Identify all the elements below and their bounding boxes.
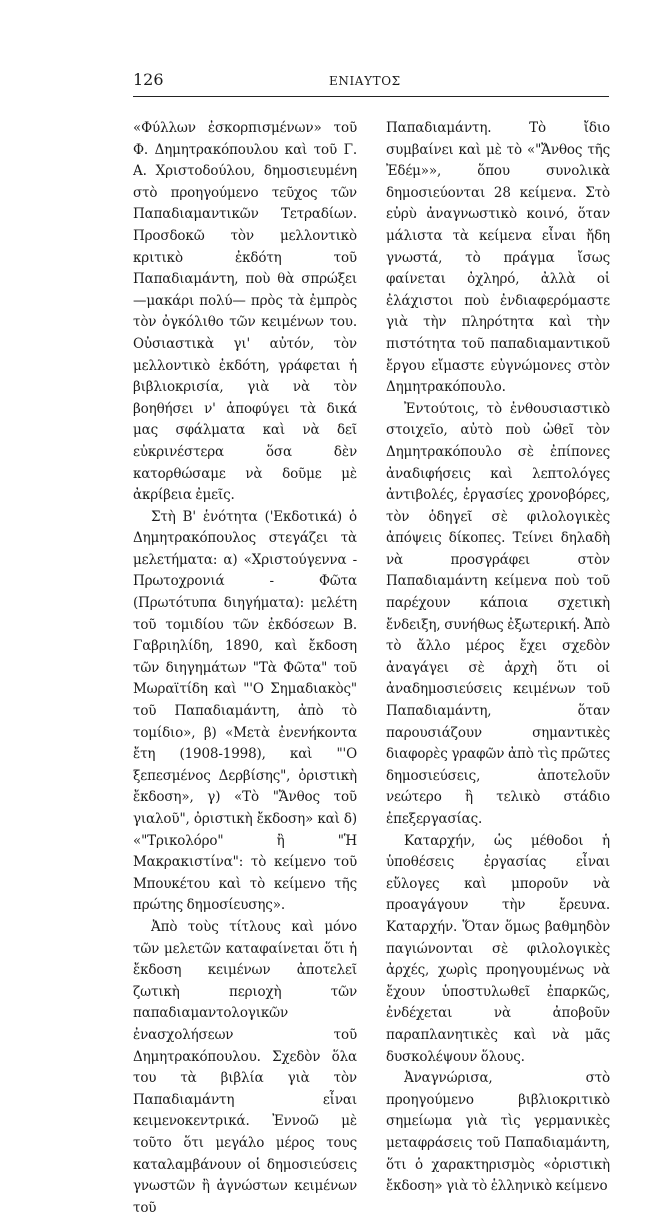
paragraph: Καταρχήν, ὡς μέθοδοι ἡ ὑποθέσεις ἐργασίας εἶναι εὔλογες καὶ μποροῦν νὰ προαγάγουν τὴν ἔρευνα. Καταρχήν. Ὅταν ὅμως βαθμηδὸν παγιώνονται σὲ φιλολογικὲς ἀρχές, χωρὶς προηγουμένως νὰ ἔχουν ὑποστυλωθεῖ ἐπαρκῶς, ἐνδέχεται νὰ ἀποβοῦν παραπλανητικὲς καὶ νὰ μᾶς δυσκολέψουν ὅλους. <box>386 832 610 1065</box>
paragraph: Ἐντούτοις, τὸ ἐνθουσιαστικὸ στοιχεῖο, αὐτὸ ποὺ ὠθεῖ τὸν Δημητρακόπουλο σὲ ἐπίπονες ἀναδιφήσεις καὶ λεπτολόγες ἀντιβολές, ἐργασίες χρονοβόρες, τὸν ὁδηγεῖ σὲ φιλολογικὲς ἀπόψεις δίκοπες. Τείνει δηλαδὴ νὰ προσγράφει στὸν Παπαδιαμάντη κείμενα ποὺ τοῦ παρέχουν κάποια σχετικὴ ἔνδειξη, συνήθως ἐξωτερική. Ἀπὸ τὸ ἄλλο μέρος ἔχει σχεδὸν ἀναγάγει σὲ ἀρχὴ ὅτι οἱ ἀναδημοσιεύσεις κειμένων τοῦ Παπαδιαμάντη, ὅταν παρουσιάζουν σημαντικὲς διαφορὲς γραφῶν ἀπὸ τὶς πρῶτες δημοσιεύσεις, ἀποτελοῦν νεώτερο ἢ τελικὸ στάδιο ἐπεξεργασίας. <box>386 400 610 827</box>
left-column <box>133 118 357 1219</box>
paragraph: «Φύλλων ἐσκορπισμένων» τοῦ Φ. Δημητρακόπουλου καὶ τοῦ Γ. Α. Χριστοδούλου, δημοσιευμένη στὸ προηγούμενο τεῦχος τῶν Παπαδιαμαντικῶν Τετραδίων. Προσδοκῶ τὸν μελλοντικὸ κριτικὸ ἐκδότη τοῦ Παπαδιαμάντη, ποὺ θὰ σπρώξει —μακάρι πολύ— πρὸς τὰ ἐμπρὸς τὸν ὀγκόλιθο τῶν κειμένων του. Οὐσιαστικὰ γι' αὐτόν, τὸν μελλοντικὸ ἐκδότη, γράφεται ἡ βιβλιοκρισία, γιὰ νὰ τὸν βοηθήσει ν' ἀποφύγει τὰ δικά μας σφάλματα καὶ νὰ δεῖ εὐκρινέστερα ὅσα δὲν κατορθώσαμε νὰ δοῦμε μὲ ἀκρίβεια ἐμεῖς. <box>133 120 357 504</box>
page-header <box>133 70 609 96</box>
paragraph: Ἀναγνώρισα, στὸ προηγούμενο βιβλιοκριτικὸ σημείωμα γιὰ τὶς γερμανικὲς μεταφράσεις τοῦ Παπαδιαμάντη, ὅτι ὁ χαρακτηρισμὸς «ὀριστικὴ ἔκδοση» γιὰ τὸ ἑλληνικὸ κείμενο <box>386 1070 610 1195</box>
paragraph: Παπαδιαμάντη. Τὸ ἴδιο συμβαίνει καὶ μὲ τὸ «"Ἄνθος τῆς Ἐδέμ»», ὅπου συνολικὰ δημοσιεύονται 28 κείμενα. Στὸ εὐρὺ ἀναγνωστικὸ κοινό, ὅταν μάλιστα τὰ κείμενα εἶναι ἤδη γνωστά, τὸ πράγμα ἴσως φαίνεται ὀχληρό, ἀλλὰ οἱ ἐλάχιστοι ποὺ ἐνδιαφερόμαστε γιὰ τὴν πληρότητα καὶ τὴν πιστότητα τοῦ παπαδιαμαντικοῦ ἔργου εἴμαστε εὐγνώμονες στὸν Δημητρακόπουλο. <box>386 120 610 396</box>
paragraph: Ἀπὸ τοὺς τίτλους καὶ μόνο τῶν μελετῶν καταφαίνεται ὅτι ἡ ἔκδοση κειμένων ἀποτελεῖ ζωτικὴ περιοχὴ τῶν παπαδιαμαντολογικῶν ἐνασχολήσεων τοῦ Δημητρακόπουλου. Σχεδὸν ὅλα του τὰ βιβλία γιὰ τὸν Παπαδιαμάντη εἶναι κειμενοκεντρικά. Ἐννοῶ μὲ τοῦτο ὅτι μεγάλο μέρος τους καταλαμβάνουν οἱ δημοσιεύσεις γνωστῶν ἢ ἀγνώστων κειμένων τοῦ <box>133 918 357 1216</box>
running-title: ΕΝΙΑΥΤΟΣ <box>329 74 401 88</box>
page-number: 126 <box>133 70 164 89</box>
header-rule <box>133 96 609 97</box>
right-column <box>386 118 610 1198</box>
paragraph: Στὴ Β' ἑνότητα ('Εκδοτικά) ὁ Δημητρακόπουλος στεγάζει τὰ μελετήματα: α) «Χριστούγεννα - Πρωτοχρονιά - Φῶτα (Πρωτότυπα διηγήματα): μελέτη τοῦ τομιδίου τῶν ἐκδόσεων Β. Γαβριηλίδη, 1890, καὶ ἔκδοση τῶν διηγημάτων "Τὰ Φῶτα" τοῦ Μωραϊτίδη καὶ "'Ο Σημαδιακὸς" τοῦ Παπαδιαμάντη, ἀπὸ τὸ τομίδιο», β) «Μετὰ ἐνενήκοντα ἔτη (1908-1998), καὶ "'Ο ξεπεσμένος Δερβίσης", ὀριστικὴ ἔκδοση», γ) «Τὸ "Ἄνθος τοῦ γιαλοῦ", ὀριστικὴ ἔκδοση» καὶ δ) «"Τρικολόρο" ἢ "Ἡ Μακρακιστίνα": τὸ κείμενο τοῦ Μπουκέτου καὶ τὸ κείμενο τῆς πρώτης δημοσίευσης». <box>133 508 357 914</box>
